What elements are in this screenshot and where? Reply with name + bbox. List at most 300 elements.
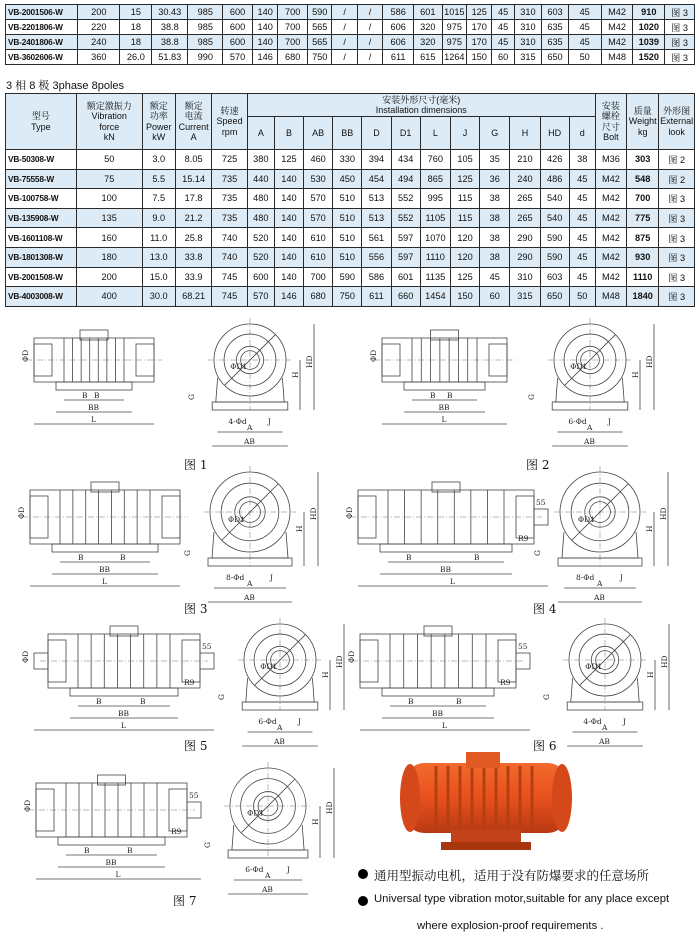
table-cell: 38 — [569, 150, 595, 170]
dim-j-label: J — [608, 417, 612, 426]
table-cell: 25.8 — [175, 228, 211, 248]
table-cell: 105 — [450, 150, 479, 170]
table-cell: 315 — [514, 50, 542, 65]
table-cell: 330 — [333, 150, 362, 170]
table-cell: 600 — [247, 267, 274, 287]
dim-l-label: L — [115, 870, 121, 879]
figure-6-end-view — [542, 618, 669, 746]
table-cell: 1135 — [420, 267, 450, 287]
dim-r9-label: R9 — [500, 678, 511, 687]
table-cell: 125 — [450, 169, 479, 189]
table-cell: 434 — [391, 150, 420, 170]
table-cell: 1110 — [420, 247, 450, 267]
table-cell: 530 — [304, 169, 333, 189]
table-cell: 38 — [480, 228, 510, 248]
header-dims-en: Installation dimensions — [375, 105, 467, 115]
dim-d1-label: ΦD1 — [247, 808, 265, 818]
table-cell: 380 — [247, 150, 274, 170]
table-cell: 735 — [212, 208, 247, 228]
table-cell: 140 — [274, 208, 303, 228]
table-cell: 590 — [333, 267, 362, 287]
dim-a-label: A — [247, 423, 253, 432]
header-type-en: Type — [31, 121, 51, 132]
table-cell: 995 — [420, 189, 450, 209]
table-cell: 606 — [383, 35, 414, 50]
dim-l-label: L — [121, 721, 126, 730]
table-cell: 635 — [542, 20, 569, 35]
dim-l-label: L — [442, 721, 447, 730]
table-cell: 303 — [627, 150, 659, 170]
dim-holes-label: 8-Φd — [226, 573, 245, 582]
table-cell: 1264 — [442, 50, 466, 65]
dim-a-label: A — [277, 723, 283, 732]
table-cell: 600 — [223, 5, 253, 20]
table-cell: 135 — [76, 208, 142, 228]
dim-55-label: 55 — [202, 642, 212, 651]
figure-1-label: 图 1 — [184, 458, 208, 472]
dim-holes-label: 6-Φd — [568, 417, 587, 426]
table-cell: 15.14 — [175, 169, 211, 189]
type-cell: VB-2001508-W — [6, 267, 77, 287]
dim-r9-label: R9 — [518, 534, 529, 543]
dim-55-label: 55 — [536, 498, 546, 507]
type-cell: VB-135908-W — [6, 208, 77, 228]
table-cell: 图 3 — [659, 228, 695, 248]
dim-header-d1: D1 — [391, 117, 420, 150]
dim-bb-label: BB — [118, 709, 130, 718]
table-cell: M42 — [601, 35, 633, 50]
table-cell: 513 — [362, 208, 391, 228]
table-cell: 561 — [362, 228, 391, 248]
table-cell: 700 — [278, 5, 308, 20]
dim-r9-label: R9 — [171, 827, 182, 836]
dim-bb-label: BB — [440, 565, 452, 574]
table-cell: 610 — [304, 247, 333, 267]
table-cell: 570 — [223, 50, 253, 65]
dim-h-label: H — [645, 525, 654, 532]
table-cell: 700 — [304, 267, 333, 287]
table-cell: 745 — [212, 267, 247, 287]
header-bolt-cn2: 螺栓 — [601, 111, 620, 121]
dim-holes-label: 6-Φd — [245, 865, 264, 874]
table-cell: 45 — [569, 247, 595, 267]
dim-h-label: H — [631, 371, 640, 378]
table-cell: 310 — [514, 20, 542, 35]
table-cell: 315 — [510, 287, 540, 307]
table-cell: 540 — [540, 208, 569, 228]
table-cell: 597 — [391, 247, 420, 267]
table-cell: 603 — [542, 5, 569, 20]
dim-l-label: L — [450, 577, 455, 586]
table-cell: 图 2 — [659, 169, 695, 189]
table-cell: 1015 — [442, 5, 466, 20]
header-current-cn2: 电流 — [184, 111, 203, 121]
table-cell: 125 — [467, 5, 492, 20]
header-weight-cn: 质量 — [633, 105, 652, 116]
dim-header-a: A — [247, 117, 274, 150]
type-cell: VB-4003008-W — [6, 287, 77, 307]
table-cell: 45 — [569, 169, 595, 189]
table-cell: / — [357, 20, 382, 35]
table-cell: 45 — [569, 189, 595, 209]
table-cell: 586 — [383, 5, 414, 20]
table-cell: 740 — [212, 247, 247, 267]
table-cell: 460 — [304, 150, 333, 170]
header-speed-en: Speed — [216, 116, 243, 127]
dim-header-l: L — [420, 117, 450, 150]
table-cell: 140 — [252, 5, 277, 20]
table-cell: 611 — [362, 287, 391, 307]
header-power-cn2: 功率 — [149, 111, 168, 121]
dim-d-label: ΦD — [369, 349, 378, 362]
table-cell: 985 — [188, 20, 223, 35]
header-power-cn1: 额定 — [149, 100, 168, 111]
table-cell: 480 — [247, 189, 274, 209]
dim-ab-label: AB — [584, 437, 595, 446]
table-cell: 146 — [274, 287, 303, 307]
dim-header-d: d — [569, 117, 595, 150]
type-cell: VB-50308-W — [6, 150, 77, 170]
table-cell: 45 — [492, 20, 514, 35]
table-cell: 45 — [569, 208, 595, 228]
type-cell: VB-3602606-W — [6, 50, 78, 65]
dim-l-label: L — [441, 415, 447, 424]
table-cell: 565 — [308, 20, 332, 35]
table-cell: 7.5 — [142, 189, 175, 209]
dim-a-label: A — [265, 871, 271, 880]
table-cell: 513 — [362, 189, 391, 209]
table-cell: 265 — [510, 189, 540, 209]
dim-b-label: B — [447, 391, 453, 400]
dim-h-label: H — [295, 525, 304, 532]
dim-g-label: G — [542, 694, 551, 700]
table-cell: 400 — [76, 287, 142, 307]
header-ext-en2: look — [668, 126, 685, 137]
table-cell: 600 — [223, 20, 253, 35]
table-cell: 150 — [450, 287, 479, 307]
dim-g-label: G — [183, 550, 192, 556]
table-cell: M42 — [595, 189, 626, 209]
bullet-icon — [358, 896, 368, 906]
table-cell: 9.0 — [142, 208, 175, 228]
table-cell: M42 — [595, 247, 626, 267]
figure-3-end-view — [183, 466, 318, 602]
table-cell: 60 — [480, 287, 510, 307]
table-cell: 115 — [450, 189, 479, 209]
figure-7-label: 图 7 — [173, 894, 197, 908]
table-cell: 120 — [450, 228, 479, 248]
table-cell: 556 — [362, 247, 391, 267]
table-cell: 590 — [540, 247, 569, 267]
table-cell: 140 — [252, 20, 277, 35]
dim-header-g: G — [480, 117, 510, 150]
section-title: 3 相 8 极 3phase 8poles — [6, 80, 125, 92]
table-cell: / — [332, 5, 357, 20]
dim-ab-label: AB — [244, 593, 255, 602]
table-cell: 1070 — [420, 228, 450, 248]
dim-j-label: J — [268, 417, 272, 426]
bullet-icon — [358, 869, 368, 879]
figure-1-side-view — [21, 330, 162, 424]
table-cell: 700 — [627, 189, 659, 209]
dim-j-label: J — [620, 573, 624, 582]
dim-b-label: B — [127, 846, 133, 855]
table-cell: 601 — [391, 267, 420, 287]
table-cell: 140 — [274, 247, 303, 267]
table-cell: 1110 — [627, 267, 659, 287]
table-cell: 240 — [510, 169, 540, 189]
header-current-cn1: 额定 — [184, 100, 203, 111]
table-cell: 760 — [420, 150, 450, 170]
table-cell: 990 — [188, 50, 223, 65]
table-cell: 图 3 — [659, 287, 695, 307]
dim-b-label: B — [94, 391, 100, 400]
figure-4-end-view — [533, 466, 668, 602]
figure-4-label: 图 4 — [533, 602, 557, 616]
figure-1-end-view — [187, 318, 314, 446]
dim-a-label: A — [587, 423, 593, 432]
table-cell: 650 — [542, 50, 569, 65]
table-cell: 200 — [76, 267, 142, 287]
table-cell: 740 — [212, 228, 247, 248]
header-power-en: Power — [145, 121, 172, 132]
table-cell: / — [332, 35, 357, 50]
table-cell: / — [332, 20, 357, 35]
table-cell: 13.0 — [142, 247, 175, 267]
table-cell: 310 — [514, 5, 542, 20]
table-cell: 140 — [274, 169, 303, 189]
table-cell: M42 — [595, 267, 626, 287]
table-cell: 15 — [120, 5, 152, 20]
header-speed-cn: 转速 — [220, 105, 239, 116]
table-cell: 图 3 — [665, 50, 695, 65]
dim-b-label: B — [456, 697, 462, 706]
header-speed-unit: rpm — [221, 126, 238, 137]
header-force-en1: Vibration — [91, 111, 127, 121]
table-cell: 975 — [442, 20, 466, 35]
table-cell: 160 — [76, 228, 142, 248]
table-cell: 310 — [510, 267, 540, 287]
table-cell: 15.0 — [142, 267, 175, 287]
table-cell: 985 — [188, 5, 223, 20]
table-cell: 650 — [540, 287, 569, 307]
table-cell: 图 3 — [665, 5, 695, 20]
table-cell: 240 — [78, 35, 120, 50]
dim-bb-label: BB — [438, 403, 450, 412]
header-bolt-en: Bolt — [603, 132, 619, 142]
dim-bb-label: BB — [432, 709, 444, 718]
type-cell: VB-1801308-W — [6, 247, 77, 267]
dim-header-hd: HD — [540, 117, 569, 150]
table-cell: 1020 — [633, 20, 665, 35]
dim-a-label: A — [247, 579, 253, 588]
table-cell: 38 — [480, 189, 510, 209]
table-cell: 36 — [480, 169, 510, 189]
table-cell: M42 — [595, 208, 626, 228]
table-cell: 700 — [278, 35, 308, 50]
dim-d1-label: ΦD1 — [585, 662, 603, 671]
dim-d1-label: ΦD1 — [260, 662, 278, 671]
table-cell: 75 — [76, 169, 142, 189]
table-cell: 50 — [568, 50, 601, 65]
table-cell: 975 — [442, 35, 466, 50]
table-cell: 450 — [333, 169, 362, 189]
figure-5-side-view — [21, 626, 214, 730]
note-en — [358, 893, 669, 906]
table-cell: / — [332, 50, 357, 65]
table-cell: 1840 — [627, 287, 659, 307]
dim-d-label: ΦD — [21, 650, 30, 663]
type-cell: VB-1601108-W — [6, 228, 77, 248]
table-cell: 510 — [333, 189, 362, 209]
table-cell: 18 — [120, 35, 152, 50]
header-bolt-cn3: 尺寸 — [601, 121, 620, 132]
dim-b-label: B — [474, 553, 480, 562]
table-cell: 38.8 — [152, 35, 188, 50]
table-cell: 146 — [252, 50, 277, 65]
table-cell: 494 — [391, 169, 420, 189]
dim-b-label: B — [82, 391, 88, 400]
dim-hd-label: HD — [325, 801, 334, 814]
table-cell: M42 — [595, 228, 626, 248]
dim-hd-label: HD — [305, 355, 314, 368]
note-cn — [358, 866, 649, 884]
header-current-en: Current — [178, 121, 209, 132]
table-cell: 290 — [510, 247, 540, 267]
dim-h-label: H — [291, 371, 300, 378]
table-cell: 18 — [120, 20, 152, 35]
table-cell: 60 — [492, 50, 514, 65]
table-cell: / — [357, 35, 382, 50]
table-cell: 图 3 — [659, 208, 695, 228]
figure-7-side-view — [23, 775, 201, 879]
header-bolt-cn1: 安装 — [601, 100, 620, 111]
table-cell: 125 — [274, 150, 303, 170]
table-cell: 38.8 — [152, 20, 188, 35]
table-cell: 1105 — [420, 208, 450, 228]
type-cell: VB-100758-W — [6, 189, 77, 209]
table-cell: 750 — [333, 287, 362, 307]
table-cell: 875 — [627, 228, 659, 248]
dim-d1-label: ΦD1 — [570, 362, 588, 371]
dim-bb-label: BB — [88, 403, 100, 412]
table-cell: M36 — [595, 150, 626, 170]
table-cell: 45 — [569, 228, 595, 248]
table-cell: 140 — [252, 35, 277, 50]
table-cell: 486 — [540, 169, 569, 189]
table-cell: 745 — [212, 287, 247, 307]
figure-3-label: 图 3 — [184, 602, 208, 616]
dim-l-label: L — [91, 415, 96, 424]
table-cell: 图 3 — [659, 247, 695, 267]
dim-ab-label: AB — [599, 737, 610, 746]
dim-ab-label: AB — [244, 437, 255, 446]
table-cell: 440 — [247, 169, 274, 189]
table-cell: 735 — [212, 169, 247, 189]
table-cell: 680 — [304, 287, 333, 307]
table-cell: 454 — [362, 169, 391, 189]
figure-4-side-view — [345, 482, 548, 586]
table-cell: 510 — [333, 208, 362, 228]
table-cell: 552 — [391, 208, 420, 228]
table-cell: 597 — [391, 228, 420, 248]
table-cell: 570 — [304, 208, 333, 228]
table-cell: M42 — [601, 5, 633, 20]
table-cell: 11.0 — [142, 228, 175, 248]
table-cell: 30.0 — [142, 287, 175, 307]
table-cell: 图 2 — [659, 150, 695, 170]
table-cell: 45 — [492, 5, 514, 20]
table-cell: 45 — [480, 267, 510, 287]
table-cell: 170 — [467, 35, 492, 50]
table-cell: 33.8 — [175, 247, 211, 267]
type-cell: VB-2001506-W — [6, 5, 78, 20]
header-weight-unit: kg — [637, 126, 648, 137]
header-ext-cn: 外形图 — [663, 105, 691, 116]
dim-d-label: ΦD — [23, 799, 32, 812]
dim-hd-label: HD — [645, 355, 654, 368]
dim-ab-label: AB — [262, 885, 273, 894]
dim-b-label: B — [406, 553, 412, 562]
dim-55-label: 55 — [189, 791, 199, 800]
dim-header-j: J — [450, 117, 479, 150]
table-cell: 51.83 — [152, 50, 188, 65]
table-cell: 606 — [383, 20, 414, 35]
dim-d-label: ΦD — [347, 650, 356, 663]
table-cell: 220 — [78, 20, 120, 35]
figure-2-end-view — [527, 318, 654, 446]
table-cell: 50 — [569, 287, 595, 307]
dim-header-ab: AB — [304, 117, 333, 150]
table-cell: 510 — [333, 247, 362, 267]
table-cell: 290 — [510, 228, 540, 248]
dim-header-h: H — [510, 117, 540, 150]
table-cell: 426 — [540, 150, 569, 170]
table-cell: 725 — [212, 150, 247, 170]
header-force-en2: force — [99, 121, 120, 132]
table-cell: 750 — [308, 50, 332, 65]
table-cell: 38 — [480, 208, 510, 228]
table-cell: 680 — [278, 50, 308, 65]
dim-b-label: B — [78, 553, 84, 562]
dim-header-d: D — [362, 117, 391, 150]
dim-h-label: H — [321, 671, 330, 678]
figure-2-side-view — [369, 330, 515, 424]
table-cell: 615 — [414, 50, 443, 65]
header-force-unit: kN — [103, 132, 115, 142]
table-cell: 520 — [247, 247, 274, 267]
dim-d1-label: ΦD1 — [228, 515, 245, 524]
table-cell: 910 — [633, 5, 665, 20]
note-cn-text: 通用型振动电机，适用于没有防爆要求的任意场所 — [374, 869, 650, 883]
table-cell: 30.43 — [152, 5, 188, 20]
header-ext-en1: External — [660, 116, 694, 127]
table-cell: 320 — [414, 20, 443, 35]
table-cell: 610 — [304, 228, 333, 248]
table-cell: M48 — [601, 50, 633, 65]
table-cell: 603 — [540, 267, 569, 287]
table-cell: 33.9 — [175, 267, 211, 287]
dim-b-label: B — [408, 697, 414, 706]
table-cell: 601 — [414, 5, 443, 20]
dim-a-label: A — [597, 579, 603, 588]
table-cell: 210 — [510, 150, 540, 170]
table-cell: 170 — [467, 20, 492, 35]
table-cell: 125 — [450, 267, 479, 287]
table-cell: 图 3 — [665, 20, 695, 35]
dim-header-b: B — [274, 117, 303, 150]
note-en-text-1: Universal type vibration motor,suitable for any place except — [374, 893, 670, 905]
